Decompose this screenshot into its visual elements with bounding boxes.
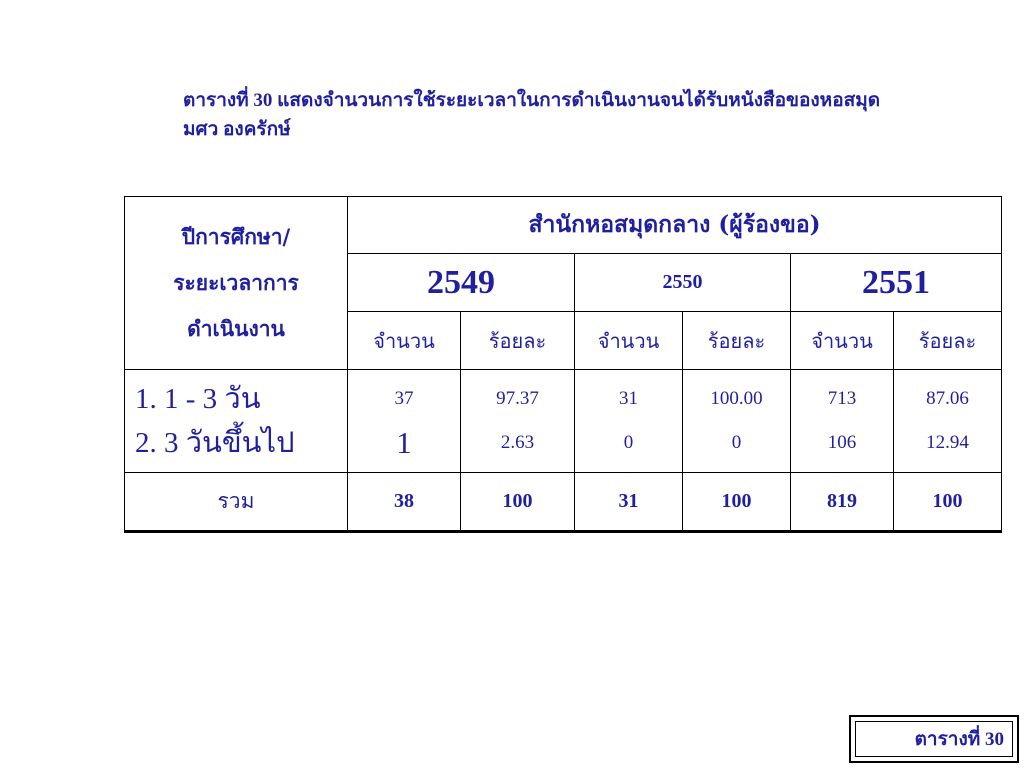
row-header-line-2: ระยะเวลาการ xyxy=(173,270,299,295)
total-value: 38 xyxy=(348,473,461,532)
row-labels xyxy=(125,370,348,473)
row-label-1: 1. 1 - 3 วัน xyxy=(135,383,261,415)
table-number-label: ตารางที่ 30 xyxy=(855,721,1013,757)
total-value: 100 xyxy=(461,473,575,532)
group-header: สำนักหอสมุดกลาง (ผู้ร้องขอ) xyxy=(348,197,1002,254)
sub-header-count: จำนวน xyxy=(348,312,461,370)
cell-2550-count xyxy=(575,370,683,473)
header-row-group xyxy=(125,197,1002,254)
row-header-line-1: ปีการศึกษา/ xyxy=(181,224,291,249)
value: 37 xyxy=(394,388,414,409)
sub-header-percent: ร้อยละ xyxy=(461,312,575,370)
value: 0 xyxy=(623,432,634,453)
row-header-cell xyxy=(125,197,348,370)
value: 713 xyxy=(827,388,857,409)
total-value: 31 xyxy=(575,473,683,532)
year-2550: 2550 xyxy=(575,254,791,312)
year-2549: 2549 xyxy=(348,254,575,312)
value: 2.63 xyxy=(500,432,535,453)
year-2551: 2551 xyxy=(791,254,1002,312)
total-value: 819 xyxy=(791,473,894,532)
data-table xyxy=(124,196,1002,533)
table-number-tag xyxy=(849,715,1019,763)
table-caption xyxy=(183,86,983,144)
value: 100.00 xyxy=(710,388,763,409)
row-header-line-3: ดำเนินงาน xyxy=(187,316,285,341)
cell-2551-percent xyxy=(894,370,1002,473)
value: 12.94 xyxy=(926,432,969,453)
value: 31 xyxy=(619,388,638,409)
sub-header-count: จำนวน xyxy=(575,312,683,370)
total-row xyxy=(125,473,1002,532)
value: 1 xyxy=(396,425,412,460)
caption-line-2: มศว องครักษ์ xyxy=(183,119,291,140)
total-value: 100 xyxy=(894,473,1002,532)
value: 87.06 xyxy=(926,388,969,409)
value: 106 xyxy=(827,432,857,453)
table-row xyxy=(125,370,1002,473)
cell-2550-percent xyxy=(683,370,791,473)
caption-line-1: ตารางที่ 30 แสดงจำนวนการใช้ระยะเวลาในการดำเนินงานจนได้รับหนังสือของหอสมุด xyxy=(183,90,881,111)
row-label-2: 2. 3 วันขึ้นไป xyxy=(135,427,295,459)
cell-2551-count xyxy=(791,370,894,473)
cell-2549-count xyxy=(348,370,461,473)
sub-header-percent: ร้อยละ xyxy=(683,312,791,370)
sub-header-percent: ร้อยละ xyxy=(894,312,1002,370)
total-label: รวม xyxy=(125,473,348,532)
total-value: 100 xyxy=(683,473,791,532)
sub-header-count: จำนวน xyxy=(791,312,894,370)
value: 97.37 xyxy=(496,388,539,409)
cell-2549-percent xyxy=(461,370,575,473)
value: 0 xyxy=(731,432,742,453)
